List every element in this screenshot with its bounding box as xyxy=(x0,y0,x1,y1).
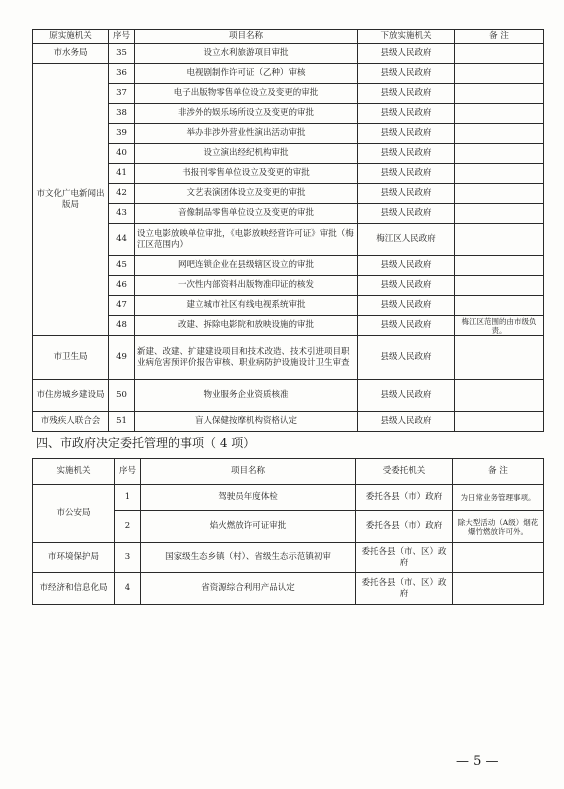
column-header: 序号 xyxy=(109,30,135,44)
recipient-cell: 县级人民政府 xyxy=(358,44,455,64)
recipient-cell: 县级人民政府 xyxy=(358,164,455,184)
recipient-cell: 梅江区人民政府 xyxy=(358,224,455,256)
note-cell xyxy=(455,276,544,296)
item-cell: 设立电影放映单位审批，《电影放映经营许可证》审批（梅江区范围内） xyxy=(135,224,358,256)
delegated-items-table xyxy=(32,29,544,432)
item-cell: 焰火燃放许可证审批 xyxy=(141,511,356,543)
item-cell: 盲人保健按摩机构资格认定 xyxy=(135,412,358,432)
recipient-cell: 县级人民政府 xyxy=(358,204,455,224)
column-header: 备 注 xyxy=(453,459,544,485)
agency-cell: 市水务局 xyxy=(33,44,109,64)
note-cell xyxy=(455,124,544,144)
note-cell xyxy=(455,380,544,412)
item-cell: 举办非涉外营业性演出活动审批 xyxy=(135,124,358,144)
page-number: — 5 — xyxy=(456,754,499,769)
number-cell: 37 xyxy=(109,84,135,104)
table-row xyxy=(33,336,544,380)
number-cell: 1 xyxy=(115,485,141,511)
recipient-cell: 县级人民政府 xyxy=(358,64,455,84)
recipient-cell: 县级人民政府 xyxy=(358,184,455,204)
agency-cell: 市卫生局 xyxy=(33,336,109,380)
note-cell xyxy=(453,573,544,605)
table-row xyxy=(33,485,544,511)
column-header: 项目名称 xyxy=(141,459,356,485)
item-cell: 文艺表演团体设立及变更的审批 xyxy=(135,184,358,204)
note-cell: 为日常业务管理事项。 xyxy=(453,485,544,511)
table-header-row xyxy=(33,459,544,485)
number-cell: 46 xyxy=(109,276,135,296)
number-cell: 50 xyxy=(109,380,135,412)
table-row xyxy=(33,256,544,276)
table-row xyxy=(33,380,544,412)
agency-cell: 市文化广电新闻出版局 xyxy=(33,64,109,336)
note-cell xyxy=(455,84,544,104)
table-row xyxy=(33,44,544,64)
item-cell: 电视剧制作许可证（乙种）审核 xyxy=(135,64,358,84)
number-cell: 42 xyxy=(109,184,135,204)
item-cell: 物业服务企业资质核准 xyxy=(135,380,358,412)
note-cell xyxy=(455,184,544,204)
number-cell: 3 xyxy=(115,543,141,573)
column-header: 受委托机关 xyxy=(356,459,453,485)
column-header: 备 注 xyxy=(455,30,544,44)
agency-cell: 市环境保护局 xyxy=(33,543,115,573)
table-row xyxy=(33,543,544,573)
recipient-cell: 县级人民政府 xyxy=(358,276,455,296)
number-cell: 40 xyxy=(109,144,135,164)
column-header: 项目名称 xyxy=(135,30,358,44)
table-row xyxy=(33,164,544,184)
recipient-cell: 县级人民政府 xyxy=(358,104,455,124)
number-cell: 2 xyxy=(115,511,141,543)
number-cell: 38 xyxy=(109,104,135,124)
recipient-cell: 县级人民政府 xyxy=(358,380,455,412)
number-cell: 51 xyxy=(109,412,135,432)
table-row xyxy=(33,412,544,432)
recipient-cell: 县级人民政府 xyxy=(358,124,455,144)
note-cell xyxy=(455,144,544,164)
agency-cell: 市经济和信息化局 xyxy=(33,573,115,605)
column-header: 下放实施机关 xyxy=(358,30,455,44)
number-cell: 4 xyxy=(115,573,141,605)
note-cell xyxy=(455,224,544,256)
note-cell xyxy=(455,204,544,224)
recipient-cell: 县级人民政府 xyxy=(358,336,455,380)
table-row xyxy=(33,144,544,164)
note-cell xyxy=(455,64,544,84)
recipient-cell: 县级人民政府 xyxy=(358,256,455,276)
table-row xyxy=(33,184,544,204)
recipient-cell: 委托各县（市）政府 xyxy=(356,511,453,543)
entrusted-items-table xyxy=(32,458,544,605)
section-heading: 四、市政府决定委托管理的事项（ 4 项） xyxy=(36,436,256,450)
note-cell xyxy=(455,336,544,380)
recipient-cell: 县级人民政府 xyxy=(358,316,455,336)
table-row xyxy=(33,104,544,124)
agency-cell: 市公安局 xyxy=(33,485,115,543)
item-cell: 非涉外的娱乐场所设立及变更的审批 xyxy=(135,104,358,124)
item-cell: 设立演出经纪机构审批 xyxy=(135,144,358,164)
table-row xyxy=(33,316,544,336)
column-header: 实施机关 xyxy=(33,459,115,485)
note-cell xyxy=(455,256,544,276)
number-cell: 44 xyxy=(109,224,135,256)
item-cell: 电子出版物零售单位设立及变更的审批 xyxy=(135,84,358,104)
number-cell: 45 xyxy=(109,256,135,276)
table-row xyxy=(33,64,544,84)
recipient-cell: 县级人民政府 xyxy=(358,412,455,432)
number-cell: 43 xyxy=(109,204,135,224)
item-cell: 设立水利旅游项目审批 xyxy=(135,44,358,64)
recipient-cell: 县级人民政府 xyxy=(358,144,455,164)
note-cell: 梅江区范围的由市级负责。 xyxy=(455,316,544,336)
table-row xyxy=(33,573,544,605)
table-row xyxy=(33,204,544,224)
recipient-cell: 委托各县（市、区）政府 xyxy=(356,543,453,573)
note-cell xyxy=(455,412,544,432)
item-cell: 改建、拆除电影院和放映设施的审批 xyxy=(135,316,358,336)
recipient-cell: 县级人民政府 xyxy=(358,84,455,104)
item-cell: 网吧连锁企业在县级辖区设立的审批 xyxy=(135,256,358,276)
item-cell: 建立城市社区有线电视系统审批 xyxy=(135,296,358,316)
note-cell xyxy=(455,104,544,124)
item-cell: 国家级生态乡镇（村）、省级生态示范镇初审 xyxy=(141,543,356,573)
recipient-cell: 委托各县（市）政府 xyxy=(356,485,453,511)
item-cell: 新建、改建、扩建建设项目和技术改造、技术引进项目职业病危害预评价报告审核、职业病防护设施设计卫生审查 xyxy=(135,336,358,380)
number-cell: 48 xyxy=(109,316,135,336)
table-row xyxy=(33,296,544,316)
number-cell: 49 xyxy=(109,336,135,380)
note-cell: 除大型活动（A级）烟花爆竹燃放许可外。 xyxy=(453,511,544,543)
table-row xyxy=(33,124,544,144)
table-row xyxy=(33,224,544,256)
number-cell: 36 xyxy=(109,64,135,84)
table-row xyxy=(33,84,544,104)
column-header: 序号 xyxy=(115,459,141,485)
table-row xyxy=(33,276,544,296)
note-cell xyxy=(455,44,544,64)
item-cell: 音像制品零售单位设立及变更的审批 xyxy=(135,204,358,224)
number-cell: 41 xyxy=(109,164,135,184)
recipient-cell: 委托各县（市、区）政府 xyxy=(356,573,453,605)
note-cell xyxy=(455,164,544,184)
recipient-cell: 县级人民政府 xyxy=(358,296,455,316)
item-cell: 驾驶员年度体检 xyxy=(141,485,356,511)
note-cell xyxy=(453,543,544,573)
number-cell: 47 xyxy=(109,296,135,316)
agency-cell: 市残疾人联合会 xyxy=(33,412,109,432)
table-header-row xyxy=(33,30,544,44)
number-cell: 39 xyxy=(109,124,135,144)
note-cell xyxy=(455,296,544,316)
number-cell: 35 xyxy=(109,44,135,64)
item-cell: 一次性内部资料出版物准印证的核发 xyxy=(135,276,358,296)
agency-cell: 市住房城乡建设局 xyxy=(33,380,109,412)
column-header: 原实施机关 xyxy=(33,30,109,44)
item-cell: 省资源综合利用产品认定 xyxy=(141,573,356,605)
item-cell: 书报刊零售单位设立及变更的审批 xyxy=(135,164,358,184)
